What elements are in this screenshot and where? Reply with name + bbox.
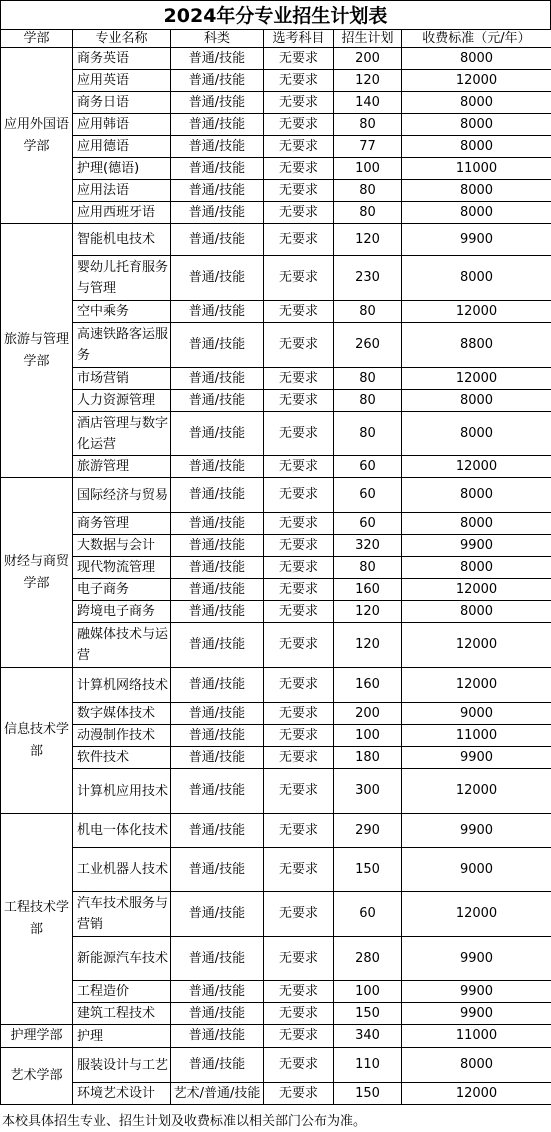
major-cell: 汽车技术服务与营销 — [73, 892, 171, 937]
major-cell: 融媒体技术与运营 — [73, 623, 171, 668]
enrollment-plan-cell: 120 — [334, 70, 402, 92]
major-cell: 工业机器人技术 — [73, 848, 171, 892]
enrollment-plan-cell: 200 — [334, 703, 402, 725]
table-row — [1, 725, 551, 747]
major-cell: 应用韩语 — [73, 114, 171, 136]
tuition-fee-cell: 12000 — [402, 456, 551, 478]
enrollment-plan-cell: 80 — [334, 412, 402, 456]
enrollment-plan-cell: 230 — [334, 256, 402, 301]
elective-subject-cell: 无要求 — [264, 668, 334, 703]
enrollment-plan-cell: 60 — [334, 513, 402, 535]
table-row — [1, 70, 551, 92]
tuition-fee-cell: 8000 — [402, 48, 551, 70]
major-cell: 应用西班牙语 — [73, 202, 171, 224]
category-cell: 普通/技能 — [171, 747, 264, 769]
enrollment-plan-cell: 150 — [334, 1003, 402, 1025]
department-cell: 应用外国语学部 — [1, 48, 73, 224]
table-row — [1, 535, 551, 557]
tuition-fee-cell: 8000 — [402, 601, 551, 623]
tuition-fee-cell: 8000 — [402, 136, 551, 158]
enrollment-plan-cell: 300 — [334, 769, 402, 814]
tuition-fee-cell: 12000 — [402, 892, 551, 937]
elective-subject-cell: 无要求 — [264, 301, 334, 323]
table-row — [1, 1003, 551, 1025]
major-cell: 计算机网络技术 — [73, 668, 171, 703]
tuition-fee-cell: 9900 — [402, 981, 551, 1003]
enrollment-plan-cell: 60 — [334, 456, 402, 478]
table-row — [1, 256, 551, 301]
elective-subject-cell: 无要求 — [264, 848, 334, 892]
major-cell: 国际经济与贸易 — [73, 478, 171, 513]
enrollment-plan-cell: 120 — [334, 224, 402, 256]
major-cell: 酒店管理与数字化运营 — [73, 412, 171, 456]
enrollment-plan-cell: 80 — [334, 390, 402, 412]
category-cell: 普通/技能 — [171, 114, 264, 136]
department-cell: 财经与商贸学部 — [1, 478, 73, 668]
enrollment-plan-cell: 110 — [334, 1048, 402, 1083]
table-row — [1, 579, 551, 601]
elective-subject-cell: 无要求 — [264, 478, 334, 513]
major-cell: 市场营销 — [73, 368, 171, 390]
department-cell: 旅游与管理学部 — [1, 224, 73, 478]
major-cell: 护理(德语) — [73, 158, 171, 180]
category-cell: 普通/技能 — [171, 513, 264, 535]
department-cell: 工程技术学部 — [1, 814, 73, 1025]
major-cell: 工程造价 — [73, 981, 171, 1003]
tuition-fee-cell: 11000 — [402, 1025, 551, 1048]
table-row — [1, 412, 551, 456]
category-cell: 普通/技能 — [171, 623, 264, 668]
table-row — [1, 937, 551, 981]
tuition-fee-cell: 12000 — [402, 70, 551, 92]
major-cell: 数字媒体技术 — [73, 703, 171, 725]
enrollment-plan-cell: 60 — [334, 478, 402, 513]
category-cell: 普通/技能 — [171, 180, 264, 202]
table-row — [1, 1083, 551, 1105]
table-row — [1, 668, 551, 703]
table-row — [1, 368, 551, 390]
category-cell: 普通/技能 — [171, 478, 264, 513]
category-cell: 普通/技能 — [171, 668, 264, 703]
major-cell: 婴幼儿托育服务与管理 — [73, 256, 171, 301]
table-row — [1, 703, 551, 725]
enrollment-plan-cell: 340 — [334, 1025, 402, 1048]
table-row — [1, 390, 551, 412]
tuition-fee-cell: 9900 — [402, 224, 551, 256]
category-cell: 普通/技能 — [171, 70, 264, 92]
tuition-fee-cell: 9900 — [402, 814, 551, 848]
department-cell: 护理学部 — [1, 1025, 73, 1048]
elective-subject-cell: 无要求 — [264, 224, 334, 256]
category-cell: 普通/技能 — [171, 579, 264, 601]
major-cell: 应用英语 — [73, 70, 171, 92]
elective-subject-cell: 无要求 — [264, 579, 334, 601]
footer-note: 本校具体招生专业、招生计划及收费标准以相关部门公布为准。 — [2, 1114, 367, 1129]
table-row — [1, 478, 551, 513]
category-cell: 普通/技能 — [171, 256, 264, 301]
department-cell: 艺术学部 — [1, 1048, 73, 1105]
table-row — [1, 848, 551, 892]
category-cell: 普通/技能 — [171, 136, 264, 158]
table-row — [1, 92, 551, 114]
tuition-fee-cell: 8000 — [402, 92, 551, 114]
category-cell: 普通/技能 — [171, 814, 264, 848]
elective-subject-cell: 无要求 — [264, 202, 334, 224]
enrollment-plan-cell: 150 — [334, 848, 402, 892]
major-cell: 机电一体化技术 — [73, 814, 171, 848]
table-row — [1, 601, 551, 623]
elective-subject-cell: 无要求 — [264, 48, 334, 70]
table-row — [1, 114, 551, 136]
enrollment-plan-cell: 100 — [334, 158, 402, 180]
enrollment-plan-cell: 80 — [334, 368, 402, 390]
table-row — [1, 747, 551, 769]
elective-subject-cell: 无要求 — [264, 814, 334, 848]
table-row — [1, 323, 551, 368]
table-header-row — [1, 30, 551, 48]
category-cell: 普通/技能 — [171, 1003, 264, 1025]
table-row — [1, 769, 551, 814]
category-cell: 普通/技能 — [171, 48, 264, 70]
elective-subject-cell: 无要求 — [264, 557, 334, 579]
elective-subject-cell: 无要求 — [264, 1083, 334, 1105]
tuition-fee-cell: 9900 — [402, 1003, 551, 1025]
major-cell: 商务英语 — [73, 48, 171, 70]
enrollment-plan-cell: 80 — [334, 114, 402, 136]
department-cell: 信息技术学部 — [1, 668, 73, 814]
elective-subject-cell: 无要求 — [264, 981, 334, 1003]
header-department: 学部 — [1, 30, 73, 48]
major-cell: 新能源汽车技术 — [73, 937, 171, 981]
enrollment-table — [0, 29, 551, 1105]
enrollment-plan-cell: 80 — [334, 557, 402, 579]
elective-subject-cell: 无要求 — [264, 70, 334, 92]
major-cell: 动漫制作技术 — [73, 725, 171, 747]
enrollment-plan-cell: 100 — [334, 725, 402, 747]
enrollment-plan-cell: 120 — [334, 601, 402, 623]
major-cell: 旅游管理 — [73, 456, 171, 478]
tuition-fee-cell: 8000 — [402, 256, 551, 301]
tuition-fee-cell: 11000 — [402, 725, 551, 747]
header-category: 科类 — [171, 30, 264, 48]
category-cell: 普通/技能 — [171, 981, 264, 1003]
major-cell: 应用德语 — [73, 136, 171, 158]
tuition-fee-cell: 8000 — [402, 1048, 551, 1083]
enrollment-plan-cell: 60 — [334, 892, 402, 937]
tuition-fee-cell: 9900 — [402, 747, 551, 769]
elective-subject-cell: 无要求 — [264, 92, 334, 114]
table-row — [1, 981, 551, 1003]
tuition-fee-cell: 12000 — [402, 301, 551, 323]
major-cell: 跨境电子商务 — [73, 601, 171, 623]
elective-subject-cell: 无要求 — [264, 456, 334, 478]
table-row — [1, 48, 551, 70]
tuition-fee-cell: 9000 — [402, 703, 551, 725]
elective-subject-cell: 无要求 — [264, 623, 334, 668]
elective-subject-cell: 无要求 — [264, 1048, 334, 1083]
major-cell: 软件技术 — [73, 747, 171, 769]
enrollment-plan-cell: 80 — [334, 301, 402, 323]
enrollment-plan-cell: 120 — [334, 623, 402, 668]
category-cell: 普通/技能 — [171, 1048, 264, 1083]
major-cell: 计算机应用技术 — [73, 769, 171, 814]
elective-subject-cell: 无要求 — [264, 937, 334, 981]
tuition-fee-cell: 8000 — [402, 390, 551, 412]
category-cell: 普通/技能 — [171, 937, 264, 981]
elective-subject-cell: 无要求 — [264, 256, 334, 301]
tuition-fee-cell: 12000 — [402, 623, 551, 668]
category-cell: 普通/技能 — [171, 892, 264, 937]
elective-subject-cell: 无要求 — [264, 114, 334, 136]
tuition-fee-cell: 8000 — [402, 180, 551, 202]
enrollment-plan-cell: 80 — [334, 202, 402, 224]
enrollment-plan-cell: 180 — [334, 747, 402, 769]
category-cell: 普通/技能 — [171, 301, 264, 323]
major-cell: 应用法语 — [73, 180, 171, 202]
enrollment-plan-cell: 160 — [334, 668, 402, 703]
sheet-title: 2024年分专业招生计划表 — [0, 0, 551, 30]
tuition-fee-cell: 8000 — [402, 202, 551, 224]
table-row — [1, 202, 551, 224]
elective-subject-cell: 无要求 — [264, 368, 334, 390]
major-cell: 商务管理 — [73, 513, 171, 535]
tuition-fee-cell: 8000 — [402, 114, 551, 136]
elective-subject-cell: 无要求 — [264, 769, 334, 814]
category-cell: 艺术/普通/技能 — [171, 1083, 264, 1105]
category-cell: 普通/技能 — [171, 725, 264, 747]
major-cell: 环境艺术设计 — [73, 1083, 171, 1105]
category-cell: 普通/技能 — [171, 703, 264, 725]
major-cell: 空中乘务 — [73, 301, 171, 323]
category-cell: 普通/技能 — [171, 390, 264, 412]
table-row — [1, 557, 551, 579]
header-major: 专业名称 — [73, 30, 171, 48]
enrollment-plan-cell: 290 — [334, 814, 402, 848]
category-cell: 普通/技能 — [171, 601, 264, 623]
table-row — [1, 180, 551, 202]
major-cell: 现代物流管理 — [73, 557, 171, 579]
category-cell: 普通/技能 — [171, 158, 264, 180]
category-cell: 普通/技能 — [171, 456, 264, 478]
header-elective-subject: 选考科目 — [264, 30, 334, 48]
enrollment-plan-cell: 80 — [334, 180, 402, 202]
tuition-fee-cell: 12000 — [402, 579, 551, 601]
major-cell: 大数据与会计 — [73, 535, 171, 557]
category-cell: 普通/技能 — [171, 1025, 264, 1048]
elective-subject-cell: 无要求 — [264, 180, 334, 202]
elective-subject-cell: 无要求 — [264, 1003, 334, 1025]
elective-subject-cell: 无要求 — [264, 601, 334, 623]
enrollment-plan-cell: 260 — [334, 323, 402, 368]
elective-subject-cell: 无要求 — [264, 535, 334, 557]
major-cell: 人力资源管理 — [73, 390, 171, 412]
tuition-fee-cell: 8000 — [402, 557, 551, 579]
tuition-fee-cell: 9000 — [402, 848, 551, 892]
enrollment-plan-cell: 77 — [334, 136, 402, 158]
table-row — [1, 892, 551, 937]
tuition-fee-cell: 12000 — [402, 368, 551, 390]
tuition-fee-cell: 8000 — [402, 478, 551, 513]
tuition-fee-cell: 8800 — [402, 323, 551, 368]
elective-subject-cell: 无要求 — [264, 136, 334, 158]
table-row — [1, 301, 551, 323]
table-row — [1, 456, 551, 478]
category-cell: 普通/技能 — [171, 202, 264, 224]
table-row — [1, 158, 551, 180]
tuition-fee-cell: 12000 — [402, 1083, 551, 1105]
enrollment-plan-cell: 200 — [334, 48, 402, 70]
category-cell: 普通/技能 — [171, 412, 264, 456]
elective-subject-cell: 无要求 — [264, 892, 334, 937]
tuition-fee-cell: 8000 — [402, 412, 551, 456]
category-cell: 普通/技能 — [171, 557, 264, 579]
category-cell: 普通/技能 — [171, 368, 264, 390]
table-row — [1, 224, 551, 256]
major-cell: 智能机电技术 — [73, 224, 171, 256]
elective-subject-cell: 无要求 — [264, 412, 334, 456]
enrollment-plan-cell: 280 — [334, 937, 402, 981]
header-tuition-fee: 收费标准（元/年） — [402, 30, 551, 48]
elective-subject-cell: 无要求 — [264, 725, 334, 747]
table-row — [1, 136, 551, 158]
major-cell: 建筑工程技术 — [73, 1003, 171, 1025]
tuition-fee-cell: 9900 — [402, 937, 551, 981]
category-cell: 普通/技能 — [171, 224, 264, 256]
major-cell: 服装设计与工艺 — [73, 1048, 171, 1083]
elective-subject-cell: 无要求 — [264, 323, 334, 368]
enrollment-plan-cell: 100 — [334, 981, 402, 1003]
tuition-fee-cell: 12000 — [402, 668, 551, 703]
enrollment-plan-cell: 140 — [334, 92, 402, 114]
enrollment-plan-cell: 160 — [334, 579, 402, 601]
elective-subject-cell: 无要求 — [264, 703, 334, 725]
major-cell: 商务日语 — [73, 92, 171, 114]
table-row — [1, 623, 551, 668]
category-cell: 普通/技能 — [171, 535, 264, 557]
table-row — [1, 1025, 551, 1048]
elective-subject-cell: 无要求 — [264, 747, 334, 769]
major-cell: 高速铁路客运服务 — [73, 323, 171, 368]
table-row — [1, 1048, 551, 1083]
tuition-fee-cell: 12000 — [402, 769, 551, 814]
elective-subject-cell: 无要求 — [264, 390, 334, 412]
tuition-fee-cell: 9900 — [402, 535, 551, 557]
category-cell: 普通/技能 — [171, 848, 264, 892]
enrollment-plan-cell: 320 — [334, 535, 402, 557]
elective-subject-cell: 无要求 — [264, 513, 334, 535]
table-row — [1, 513, 551, 535]
major-cell: 电子商务 — [73, 579, 171, 601]
enrollment-plan-cell: 150 — [334, 1083, 402, 1105]
category-cell: 普通/技能 — [171, 92, 264, 114]
table-row — [1, 814, 551, 848]
category-cell: 普通/技能 — [171, 769, 264, 814]
elective-subject-cell: 无要求 — [264, 158, 334, 180]
table-body — [1, 48, 551, 1105]
tuition-fee-cell: 8000 — [402, 513, 551, 535]
elective-subject-cell: 无要求 — [264, 1025, 334, 1048]
category-cell: 普通/技能 — [171, 323, 264, 368]
tuition-fee-cell: 11000 — [402, 158, 551, 180]
major-cell: 护理 — [73, 1025, 171, 1048]
header-enrollment-plan: 招生计划 — [334, 30, 402, 48]
